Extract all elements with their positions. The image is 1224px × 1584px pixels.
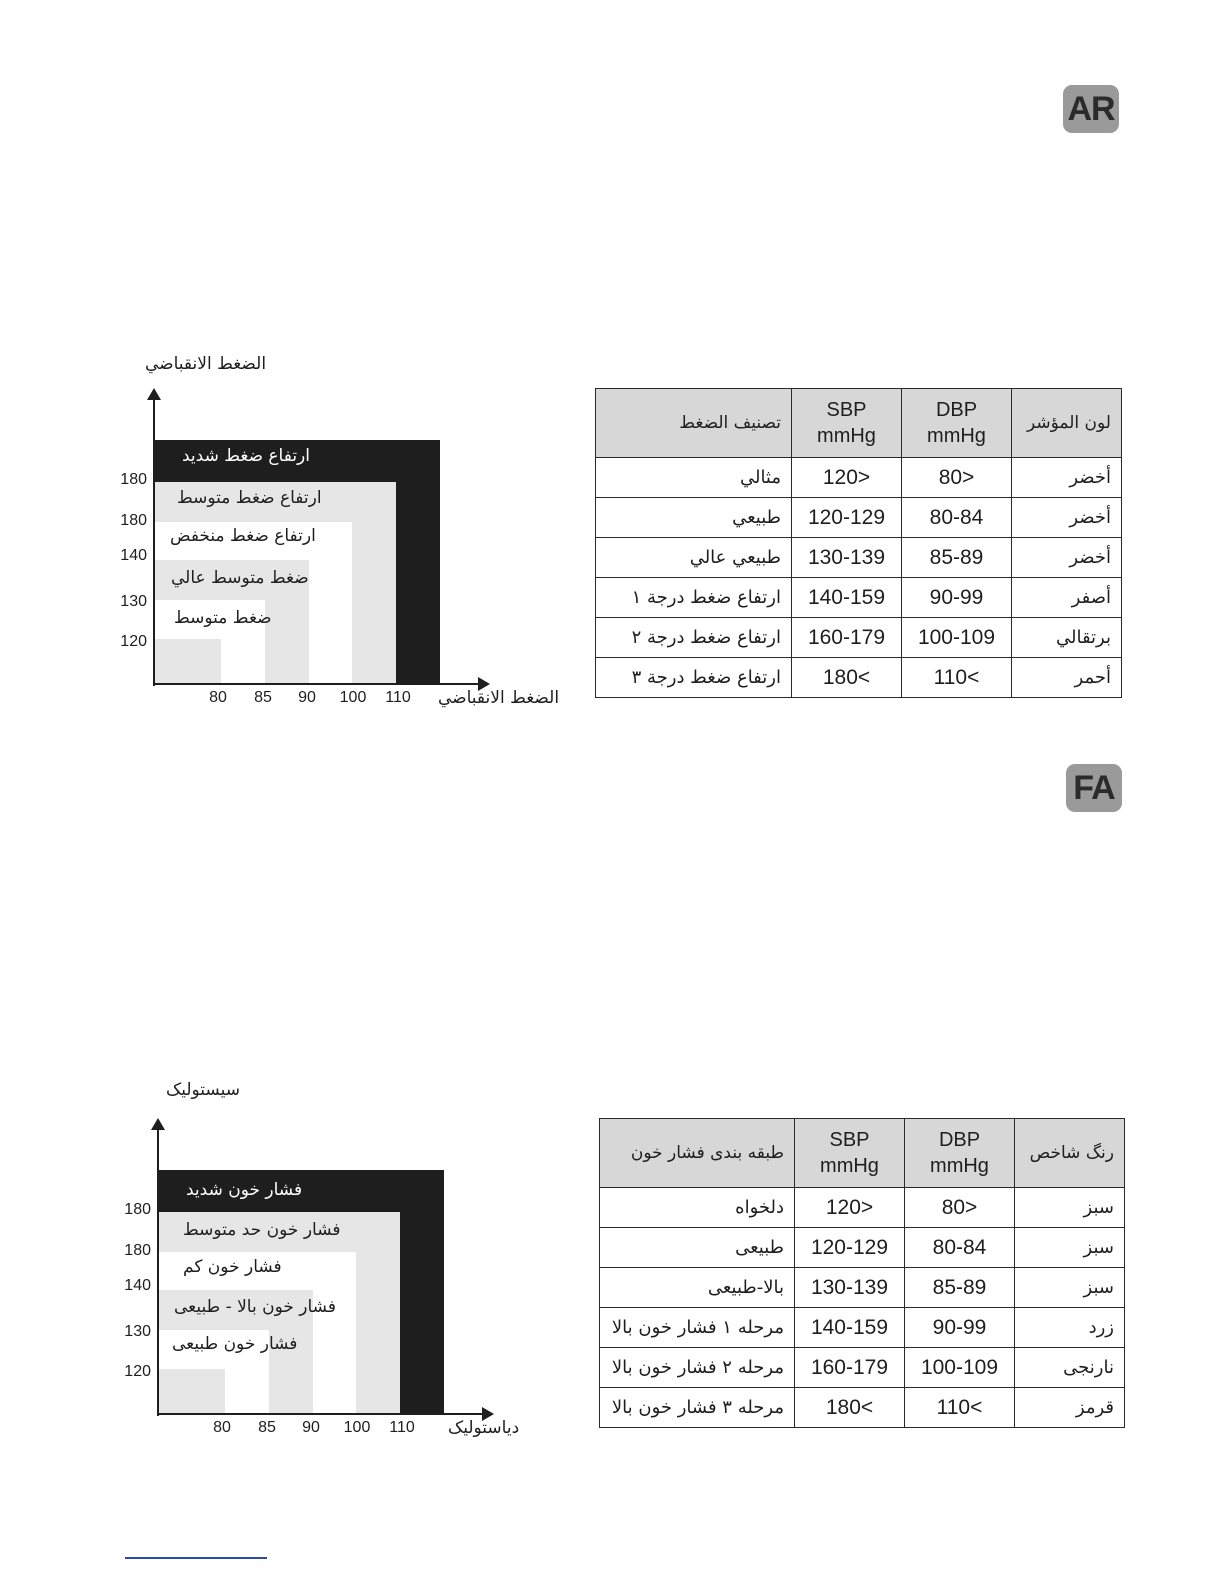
- ar-cell-sbp: 130-139: [792, 538, 902, 578]
- language-badge-fa: FA: [1066, 764, 1122, 812]
- ar-cell-sbp: >180: [792, 658, 902, 698]
- table-row: [600, 1388, 1125, 1428]
- ar-cell-sbp: 140-159: [792, 578, 902, 618]
- ar-header-sbp-unit: mmHg: [817, 425, 876, 447]
- footnote-divider: [125, 1557, 267, 1559]
- ar-zone-label-mild: ارتفاع ضغط منخفض: [170, 526, 316, 546]
- ar-cell-sbp: 160-179: [792, 618, 902, 658]
- ar-x-axis: [153, 683, 480, 685]
- ar-y-tick: 140: [120, 547, 147, 564]
- fa-cell-color: سبز: [1015, 1188, 1125, 1228]
- table-row: [600, 1228, 1125, 1268]
- fa-cell-category: دلخواه: [600, 1188, 795, 1228]
- ar-cell-color: برتقالي: [1012, 618, 1122, 658]
- fa-x-tick: 85: [258, 1419, 276, 1436]
- fa-x-axis-title: دیاستولیک: [448, 1418, 520, 1438]
- fa-zone-label-moderate: فشار خون حد متوسط: [183, 1220, 341, 1240]
- table-header-row: [596, 389, 1122, 458]
- ar-y-axis-arrow-icon: [147, 388, 161, 400]
- fa-header-indicator-color: رنگ شاخص: [1015, 1119, 1125, 1188]
- fa-cell-dbp: 85-89: [905, 1268, 1015, 1308]
- ar-header-dbp-label: DBP: [935, 399, 978, 421]
- fa-y-axis: [157, 1126, 159, 1416]
- table-row: [596, 538, 1122, 578]
- fa-cell-sbp: 120-129: [795, 1228, 905, 1268]
- ar-y-axis-title: الضغط الانقباضي: [145, 354, 267, 374]
- fa-y-axis-title: سیستولیک: [166, 1080, 240, 1100]
- ar-bp-classification-chart: [0, 350, 600, 730]
- table-row: [600, 1348, 1125, 1388]
- ar-cell-dbp: 80-84: [902, 498, 1012, 538]
- ar-cell-color: أخضر: [1012, 458, 1122, 498]
- ar-x-tick: 85: [254, 689, 272, 706]
- fa-cell-sbp: <120: [795, 1188, 905, 1228]
- fa-zone-label-severe: فشار خون شدید: [186, 1180, 303, 1200]
- ar-header-indicator-color: لون المؤشر: [1012, 389, 1122, 458]
- ar-cell-category: ارتفاع ضغط درجة ٢: [596, 618, 792, 658]
- language-badge-ar: AR: [1063, 85, 1119, 133]
- ar-header-dbp: [902, 389, 1012, 458]
- ar-cell-category: ارتفاع ضغط درجة ١: [596, 578, 792, 618]
- fa-x-tick: 100: [343, 1419, 371, 1436]
- fa-x-tick: 110: [389, 1419, 415, 1436]
- fa-cell-category: مرحله ۱ فشار خون بالا: [600, 1308, 795, 1348]
- fa-zone-label-mild: فشار خون کم: [183, 1257, 282, 1277]
- fa-header-dbp-unit: mmHg: [930, 1155, 989, 1177]
- fa-header-sbp: [795, 1119, 905, 1188]
- ar-cell-color: أحمر: [1012, 658, 1122, 698]
- ar-zone-label-normal: ضغط متوسط: [174, 608, 272, 628]
- ar-cell-dbp: 85-89: [902, 538, 1012, 578]
- fa-cell-dbp: 80-84: [905, 1228, 1015, 1268]
- fa-zone-block-optimal: [159, 1369, 225, 1414]
- ar-cell-category: ارتفاع ضغط درجة ٣: [596, 658, 792, 698]
- fa-cell-sbp: 160-179: [795, 1348, 905, 1388]
- ar-cell-color: أخضر: [1012, 538, 1122, 578]
- ar-cell-category: مثالي: [596, 458, 792, 498]
- ar-cell-sbp: <120: [792, 458, 902, 498]
- fa-cell-dbp: 100-109: [905, 1348, 1015, 1388]
- ar-cell-color: أخضر: [1012, 498, 1122, 538]
- ar-y-tick: 130: [120, 593, 147, 610]
- ar-header-dbp-unit: mmHg: [927, 425, 986, 447]
- fa-cell-dbp: 90-99: [905, 1308, 1015, 1348]
- table-row: [596, 458, 1122, 498]
- table-header-row: [600, 1119, 1125, 1188]
- fa-x-tick: 90: [302, 1419, 320, 1436]
- ar-y-tick: 180: [120, 512, 147, 529]
- fa-y-tick: 120: [124, 1363, 151, 1380]
- fa-y-tick: 180: [124, 1242, 151, 1259]
- fa-y-tick: 140: [124, 1277, 151, 1294]
- ar-header-sbp-label: SBP: [826, 399, 867, 421]
- table-row: [596, 658, 1122, 698]
- fa-cell-color: سبز: [1015, 1228, 1125, 1268]
- table-row: [600, 1268, 1125, 1308]
- fa-bp-classification-chart: [0, 1080, 600, 1460]
- table-row: [596, 498, 1122, 538]
- ar-x-tick: 100: [339, 689, 367, 706]
- ar-zone-label-high-normal: ضغط متوسط عالي: [171, 568, 309, 588]
- fa-cell-color: سبز: [1015, 1268, 1125, 1308]
- ar-cell-dbp: <80: [902, 458, 1012, 498]
- table-row: [600, 1308, 1125, 1348]
- fa-y-axis-arrow-icon: [151, 1118, 165, 1130]
- fa-cell-category: بالا-طبیعی: [600, 1268, 795, 1308]
- fa-cell-category: مرحله ۲ فشار خون بالا: [600, 1348, 795, 1388]
- table-row: [600, 1188, 1125, 1228]
- fa-header-dbp-label: DBP: [938, 1129, 981, 1151]
- fa-header-sbp-unit: mmHg: [820, 1155, 879, 1177]
- ar-cell-dbp: 100-109: [902, 618, 1012, 658]
- ar-header-sbp: [792, 389, 902, 458]
- ar-zone-block-optimal: [155, 639, 221, 684]
- fa-y-tick: 130: [124, 1323, 151, 1340]
- table-row: [596, 578, 1122, 618]
- ar-x-tick: 80: [209, 689, 227, 706]
- fa-bp-classification-table: [599, 1118, 1125, 1428]
- ar-x-axis-title: الضغط الانقباضي: [438, 688, 560, 708]
- fa-cell-dbp: <80: [905, 1188, 1015, 1228]
- fa-header-sbp-label: SBP: [829, 1129, 870, 1151]
- ar-cell-category: طبيعي: [596, 498, 792, 538]
- ar-header-category: تصنيف الضغط: [596, 389, 792, 458]
- ar-y-tick: 180: [120, 471, 147, 488]
- ar-cell-category: طبيعي عالي: [596, 538, 792, 578]
- ar-cell-dbp: >110: [902, 658, 1012, 698]
- ar-bp-classification-table: [595, 388, 1122, 698]
- fa-header-dbp: [905, 1119, 1015, 1188]
- table-row: [596, 618, 1122, 658]
- fa-cell-category: طبیعی: [600, 1228, 795, 1268]
- ar-x-tick: 110: [385, 689, 411, 706]
- ar-zone-label-severe: ارتفاع ضغط شديد: [182, 446, 310, 466]
- fa-zone-label-high-normal: فشار خون بالا - طبیعی: [174, 1297, 336, 1317]
- fa-y-tick: 180: [124, 1201, 151, 1218]
- ar-y-tick: 120: [120, 633, 147, 650]
- ar-zone-label-moderate: ارتفاع ضغط متوسط: [177, 488, 322, 508]
- fa-cell-sbp: 130-139: [795, 1268, 905, 1308]
- fa-cell-color: قرمز: [1015, 1388, 1125, 1428]
- fa-cell-category: مرحله ۳ فشار خون بالا: [600, 1388, 795, 1428]
- fa-cell-color: زرد: [1015, 1308, 1125, 1348]
- fa-zone-label-normal: فشار خون طبیعی: [172, 1334, 298, 1354]
- fa-header-category: طبقه بندی فشار خون: [600, 1119, 795, 1188]
- fa-x-tick: 80: [213, 1419, 231, 1436]
- fa-cell-dbp: >110: [905, 1388, 1015, 1428]
- ar-cell-dbp: 90-99: [902, 578, 1012, 618]
- fa-cell-sbp: >180: [795, 1388, 905, 1428]
- fa-cell-color: نارنجی: [1015, 1348, 1125, 1388]
- ar-cell-sbp: 120-129: [792, 498, 902, 538]
- fa-cell-sbp: 140-159: [795, 1308, 905, 1348]
- fa-x-axis: [157, 1413, 484, 1415]
- ar-x-tick: 90: [298, 689, 316, 706]
- ar-y-axis: [153, 396, 155, 686]
- ar-cell-color: أصفر: [1012, 578, 1122, 618]
